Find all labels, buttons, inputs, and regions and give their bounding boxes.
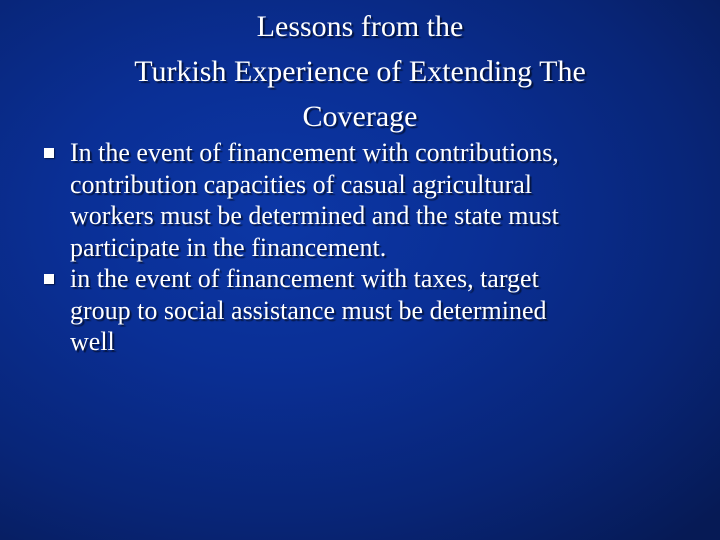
bullet-line: well [70, 327, 115, 356]
bullet-line: in the event of financement with taxes, target [70, 264, 539, 293]
bullet-line: participate in the financement. [70, 232, 387, 262]
bullet-list [44, 137, 684, 358]
bullet-line: contribution capacities of casual agricultural [70, 169, 533, 199]
bullet-item [44, 263, 684, 358]
slide-title [20, 4, 700, 139]
bullet-line: workers must be determined and the state must [70, 201, 559, 230]
slide-title-line: Turkish Experience of Extending The [134, 55, 586, 88]
slide-title-line: Lessons from the [256, 10, 464, 43]
bullet-text [70, 263, 684, 358]
bullet-text [70, 137, 684, 263]
square-bullet-icon [44, 148, 54, 158]
bullet-line: In the event of financement with contributions, [70, 138, 559, 167]
slide-title-line: Coverage [302, 100, 418, 133]
bullet-line: group to social assistance must be determined [70, 295, 547, 325]
square-bullet-icon [44, 274, 54, 284]
bullet-item [44, 137, 684, 263]
